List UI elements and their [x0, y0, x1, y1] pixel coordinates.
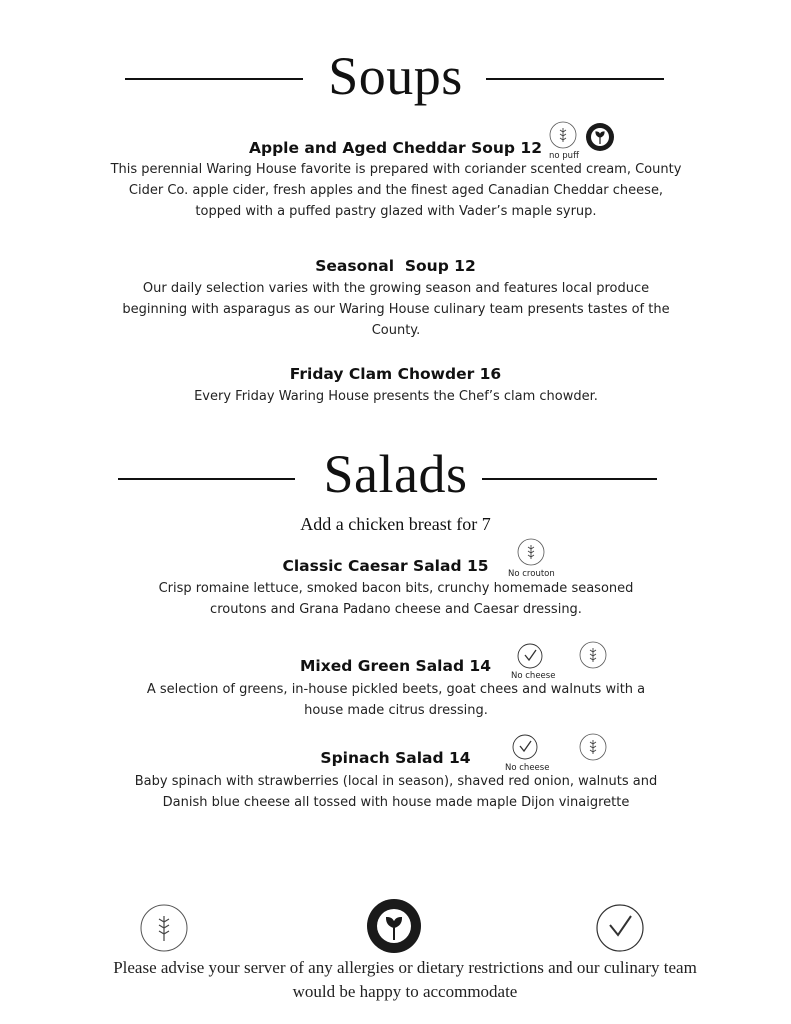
dish-caesar-salad-name: Classic Caesar Salad 15: [282, 557, 489, 575]
salads-heading: Salads: [323, 444, 468, 504]
dish-note: No cheese: [511, 671, 556, 681]
salads-subtitle: Add a chicken breast for 7: [300, 514, 491, 534]
allergy-advisory-text: Please advise your server of any allergies or dietary restrictions and our culinary team would be happy to accommodate: [113, 958, 697, 1001]
vegetarian-icon: [585, 122, 615, 152]
vegetarian-icon: [366, 898, 422, 954]
soups-heading: Soups: [328, 46, 463, 106]
dish-mixed-green-salad-description: A selection of greens, in-house pickled beets, goat chees and walnuts with a house made citrus dressing.: [146, 682, 646, 718]
vegan-icon: [595, 903, 645, 953]
soups-rule-right: [486, 78, 664, 80]
dish-spinach-salad-description: Baby spinach with strawberries (local in season), shaved red onion, walnuts and Danish blue cheese all tossed with house made maple Dijon vinaigrette: [134, 774, 658, 810]
dish-note: no puff: [549, 151, 579, 161]
gluten-free-icon: [516, 537, 546, 567]
vegan-icon: [512, 734, 538, 760]
dish-apple-cheddar-soup-name: Apple and Aged Cheddar Soup 12: [248, 139, 542, 157]
dish-note: No crouton: [508, 569, 555, 579]
dish-note: No cheese: [505, 763, 550, 773]
gluten-free-icon: [548, 120, 578, 150]
dish-apple-cheddar-soup-description: This perennial Waring House favorite is prepared with coriander scented cream, County Cider Co. apple cider, fresh apples and the finest aged Canadian Cheddar cheese, topped with a puffed pastry glazed with Vader’s maple syrup.: [110, 162, 682, 219]
dish-clam-chowder-description: Every Friday Waring House presents the Chef’s clam chowder.: [194, 389, 598, 404]
gluten-free-icon: [139, 903, 189, 953]
salads-rule-right: [482, 478, 657, 480]
dish-mixed-green-salad-name: Mixed Green Salad 14: [299, 657, 492, 675]
dish-seasonal-soup-name: Seasonal Soup 12: [315, 257, 476, 275]
dish-caesar-salad-description: Crisp romaine lettuce, smoked bacon bits, crunchy homemade seasoned croutons and Grana Padano cheese and Caesar dressing.: [158, 581, 634, 617]
gluten-free-icon: [578, 732, 608, 762]
vegan-icon: [517, 643, 543, 669]
dish-clam-chowder-name: Friday Clam Chowder 16: [289, 365, 502, 383]
dish-spinach-salad-name: Spinach Salad 14: [320, 749, 471, 767]
dish-seasonal-soup-description: Our daily selection varies with the growing season and features local produce beginning with asparagus as our Waring House culinary team presents tastes of the County.: [122, 281, 670, 338]
gluten-free-icon: [578, 640, 608, 670]
